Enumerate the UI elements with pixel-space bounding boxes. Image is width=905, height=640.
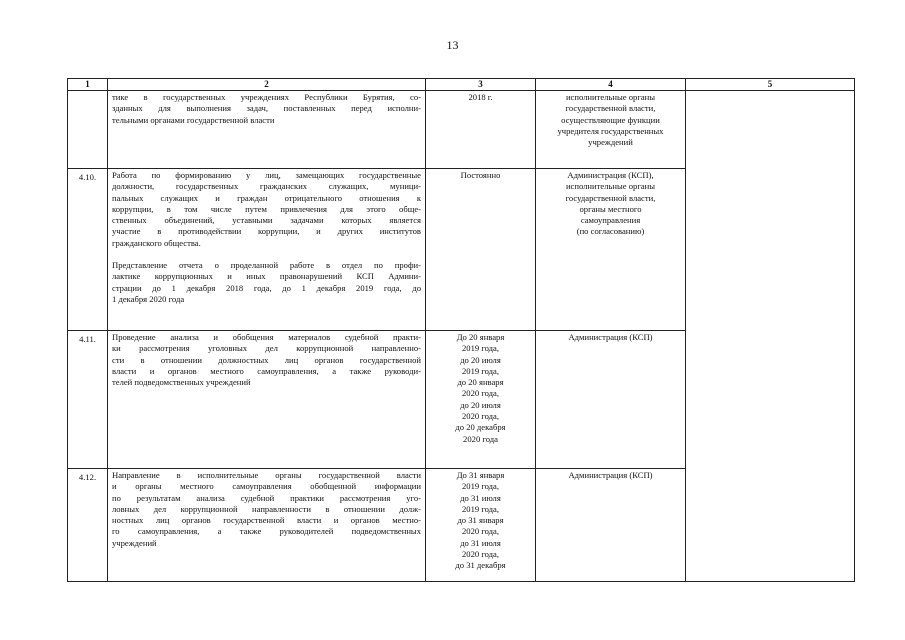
deadline-line: Постоянно — [460, 170, 501, 180]
deadline-cell — [426, 169, 536, 331]
executor-line: органы местного — [579, 203, 642, 214]
measure-description — [108, 169, 426, 331]
header-col-4: 4 — [536, 79, 686, 91]
executor-line: осуществляющие функции — [561, 114, 660, 125]
description-line: ловных дел коррупционной направленности в отношении долж- — [112, 503, 421, 514]
header-col-5: 5 — [686, 79, 855, 91]
description-line: 1 декабря 2020 года — [112, 293, 185, 304]
deadline-line: до 20 декабря — [455, 422, 506, 433]
measure-description — [108, 469, 426, 582]
description-line: Представление отчета о проделанной работе в отдел по профи- — [112, 260, 421, 271]
measures-table — [67, 78, 855, 582]
deadline-line: до 20 июля — [460, 354, 501, 365]
description-line: ностных лиц органов государственной власти и органов местно- — [112, 515, 421, 526]
executor-line: учредителя государственных — [557, 125, 664, 136]
executor-line: исполнительные органы — [565, 92, 656, 102]
description-line: пальных служащих и граждан отрицательного отношения к — [112, 192, 421, 203]
deadline-line: до 31 января — [457, 515, 504, 526]
paragraph-gap — [112, 249, 421, 260]
deadline-line: 2020 года, — [461, 549, 500, 560]
description-line: Работа по формированию у лиц, замещающих государственные — [112, 170, 421, 180]
description-line: зданных для выполнения задач, поставленных перед исполни- — [112, 103, 421, 114]
row-number — [68, 91, 108, 169]
deadline-line: 2019 года, — [461, 343, 500, 354]
executor-cell — [536, 91, 686, 169]
description-line: коррупции, в том числе путем привлечения для этого обще- — [112, 203, 421, 214]
deadline-line: 2020 года — [463, 433, 498, 444]
header-col-3: 3 — [426, 79, 536, 91]
deadline-line: до 31 июля — [460, 492, 501, 503]
executor-cell — [536, 169, 686, 331]
row-number: 4.11. — [68, 331, 108, 469]
description-line: тике в государственных учреждениях Республики Бурятия, со- — [112, 92, 421, 102]
description-line: гражданского общества. — [112, 237, 201, 248]
deadline-line: 2019 года, — [461, 503, 500, 514]
notes-cell — [686, 91, 855, 582]
description-line: по результатам анализа судебной практики рассмотрения уго- — [112, 492, 421, 503]
deadline-line: до 20 января — [457, 377, 504, 388]
deadline-line: до 20 июля — [460, 399, 501, 410]
description-line: ственных объединений, уставными задачами которых является — [112, 215, 421, 226]
deadline-line: до 31 декабря — [455, 560, 506, 571]
description-line: ки рассмотрения уголовных дел коррупционной направленно- — [112, 343, 421, 354]
description-line: сти в отношении должностных лиц органов государственной — [112, 354, 421, 365]
deadline-line: 2020 года, — [461, 526, 500, 537]
deadline-cell — [426, 331, 536, 469]
deadline-cell — [426, 469, 536, 582]
measure-description — [108, 331, 426, 469]
deadline-line: до 31 июля — [460, 537, 501, 548]
measure-description — [108, 91, 426, 169]
executor-cell — [536, 331, 686, 469]
description-line: телей подведомственных учреждений — [112, 377, 251, 388]
description-line: и органы местного самоуправления обобщенной информации — [112, 481, 421, 492]
deadline-line: 2018 г. — [468, 92, 493, 102]
executor-cell — [536, 469, 686, 582]
description-line: Направление в исполнительные органы государственной власти — [112, 470, 421, 480]
description-line: Проведение анализа и обобщения материалов судебной практи- — [112, 332, 421, 342]
executor-line: самоуправления — [580, 215, 641, 226]
deadline-line: 2019 года, — [461, 481, 500, 492]
executor-line: Администрация (КСП) — [568, 470, 653, 480]
executor-line: Администрация (КСП) — [568, 332, 653, 342]
executor-line: государственной власти, — [565, 192, 656, 203]
description-line: участие в противодействии коррупции, и других институтов — [112, 226, 421, 237]
header-col-1: 1 — [68, 79, 108, 91]
description-line: го самоуправления, а также руководителей подведомственных — [112, 526, 421, 537]
executor-line: государственной власти, — [565, 103, 656, 114]
executor-line: Администрация (КСП), — [567, 170, 654, 180]
row-number: 4.12. — [68, 469, 108, 582]
header-col-2: 2 — [108, 79, 426, 91]
table-header-row — [68, 79, 855, 91]
executor-line: (по согласованию) — [576, 226, 645, 237]
row-number: 4.10. — [68, 169, 108, 331]
table-row — [68, 91, 855, 169]
description-line: учреждений — [112, 537, 157, 548]
deadline-line: До 20 января — [456, 332, 505, 342]
deadline-line: 2020 года, — [461, 388, 500, 399]
description-line: лактике коррупционных и иных правонарушений КСП Админи- — [112, 271, 421, 282]
executor-line: учреждений — [588, 137, 633, 148]
executor-line: исполнительные органы — [565, 181, 656, 192]
page-number: 13 — [446, 38, 459, 52]
description-line: страции до 1 декабря 2018 года, до 1 декабря 2019 года, до — [112, 282, 421, 293]
description-line: тельными органами государственной власти — [112, 114, 275, 125]
deadline-line: До 31 января — [456, 470, 505, 480]
deadline-line: 2020 года, — [461, 411, 500, 422]
deadline-cell — [426, 91, 536, 169]
deadline-line: 2019 года, — [461, 365, 500, 376]
description-line: должности, государственных гражданских служащих, муници- — [112, 181, 421, 192]
description-line: власти и органов местного самоуправления, а также руководи- — [112, 365, 421, 376]
